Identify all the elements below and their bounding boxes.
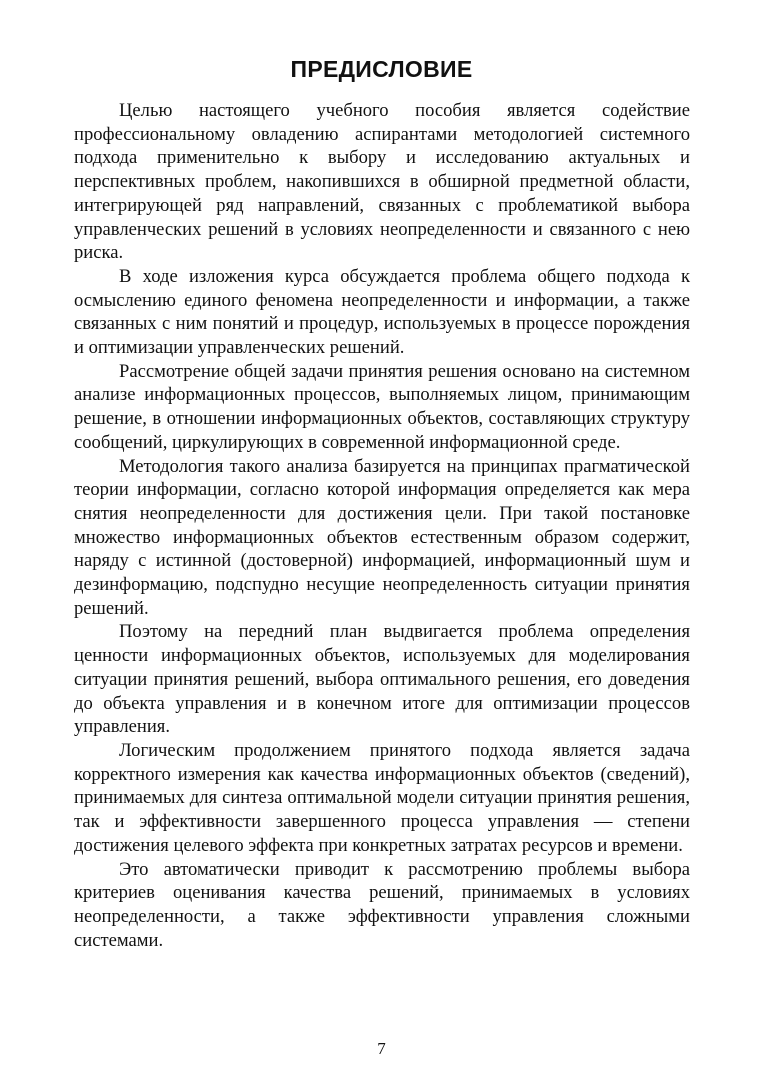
page-number: 7 [377,1039,386,1058]
preface-body [74,99,690,952]
paragraph: Логическим продолжением принятого подхода является задача корректного измерения как качества информационных объектов (сведений), принимаемых для синтеза оптимальной модели ситуации принятия решения, так и эффективности завершенного процесса управления — степени достижения целевого эффекта при конкретных затратах ресурсов и времени. [74,739,690,856]
paragraph: Поэтому на передний план выдвигается проблема определения ценности информационных объектов, используемых для моделирования ситуации принятия решений, выбора оптимального решения, его доведения до объекта управления и в конечном итоге для оптимизации процессов управления. [74,621,690,738]
page-title: ПРЕДИСЛОВИЕ [290,56,473,82]
paragraph: Целью настоящего учебного пособия является содействие профессиональному овладению аспирантами методологией системного подхода применительно к выбору и исследованию актуальных и перспективных проблем, накопившихся в обширной предметной области, интегрирующей ряд направлений, связанных с проблематикой выбора управленческих решений в условиях неопределенности и связанного с нею риска. [74,100,690,264]
paragraph: Рассмотрение общей задачи принятия решения основано на системном анализе информационных процессов, выполняемых лицом, принимающим решение, в отношении информационных объектов, составляющих структуру сообщений, циркулирующих в современной информационной среде. [74,360,690,453]
paragraph: В ходе изложения курса обсуждается проблема общего подхода к осмыслению единого феномена неопределенности и информации, а также связанных с ним понятий и процедур, используемых в процессе порождения и оптимизации управленческих решений. [74,265,690,359]
paragraph: Методология такого анализа базируется на принципах прагматической теории информации, согласно которой информация определяется как мера снятия неопределенности для достижения цели. При такой постановке множество информационных объектов естественным образом содержит, наряду с истинной (достоверной) информацией, информационный шум и дезинформацию, подспудно несущие неопределенность ситуации принятия решений. [74,455,690,619]
paragraph: Это автоматически приводит к рассмотрению проблемы выбора критериев оценивания качества решений, принимаемых в условиях неопределенности, а также эффективности управления сложными системами. [74,858,690,951]
